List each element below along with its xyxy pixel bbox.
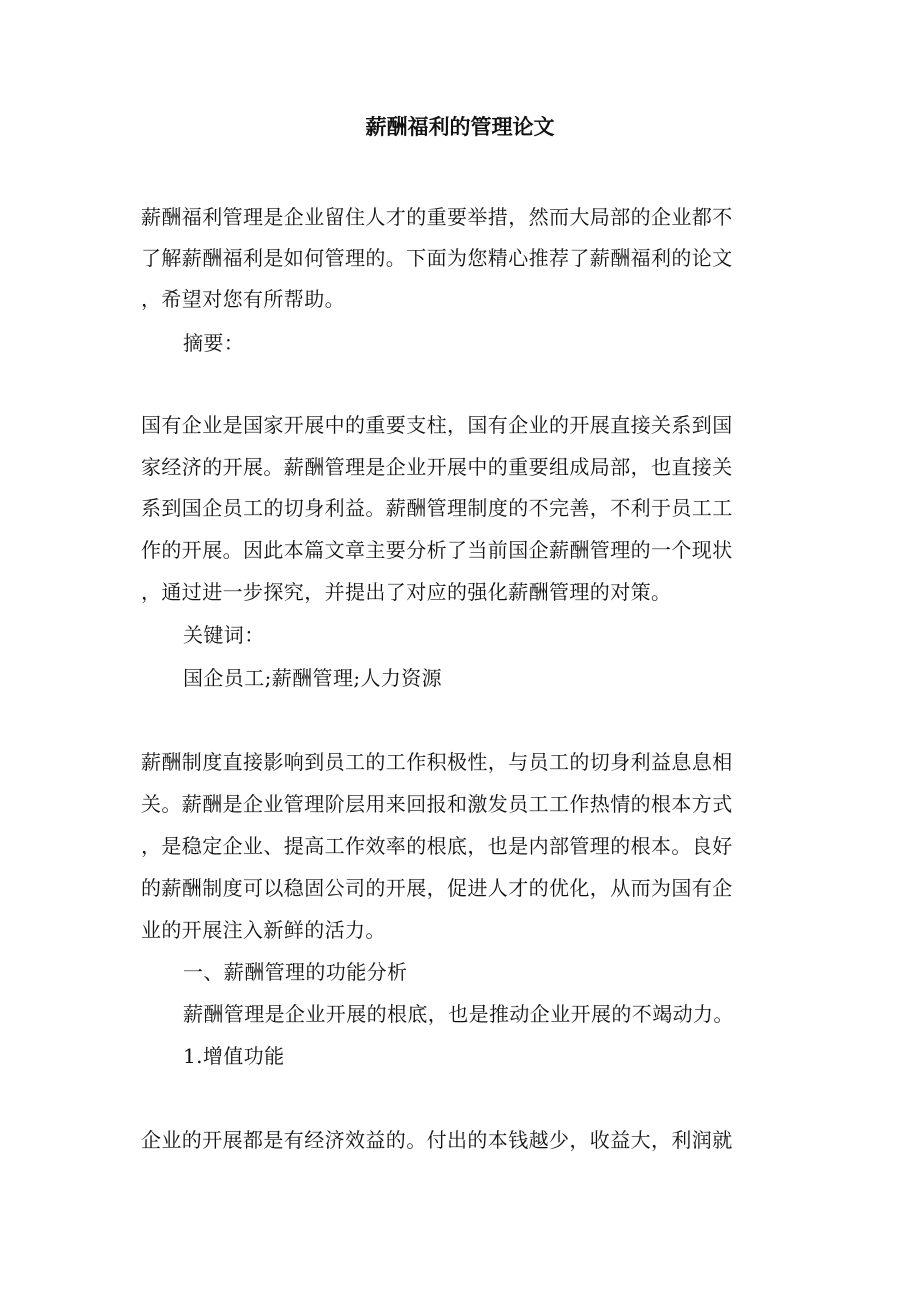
- abstract-line-1: 国有企业是国家开展中的重要支柱，国有企业的开展直接关系到国: [141, 413, 733, 437]
- body-line-2: 关。薪酬是企业管理阶层用来回报和激发员工工作热情的根本方式: [141, 792, 733, 816]
- section-summary: 薪酬管理是企业开展的根底，也是推动企业开展的不竭动力。: [183, 1002, 734, 1026]
- abstract-heading: 摘要：: [183, 331, 245, 355]
- intro-line-2: 了解薪酬福利是如何管理的。下面为您精心推荐了薪酬福利的论文: [141, 246, 733, 270]
- body-line-5: 业的开展注入新鲜的活力。: [141, 918, 386, 942]
- keywords-heading: 关键词：: [183, 623, 265, 647]
- intro-line-1: 薪酬福利管理是企业留住人才的重要举措，然而大局部的企业都不: [141, 205, 733, 229]
- document-title: 薪酬福利的管理论文: [365, 114, 555, 139]
- subsection-heading-1: 1.增值功能: [183, 1044, 285, 1068]
- abstract-line-2: 家经济的开展。薪酬管理是企业开展中的重要组成局部，也直接关: [141, 455, 733, 479]
- intro-line-3: ，希望对您有所帮助。: [141, 287, 345, 311]
- section-heading-1: 一、薪酬管理的功能分析: [183, 960, 408, 984]
- body-line-3: ，是稳定企业、提高工作效率的根底，也是内部管理的根本。良好: [141, 834, 733, 858]
- abstract-line-4: 作的开展。因此本篇文章主要分析了当前国企薪酬管理的一个现状: [141, 538, 733, 562]
- abstract-line-3: 系到国企员工的切身利益。薪酬管理制度的不完善，不利于员工工: [141, 496, 733, 520]
- body-line-1: 薪酬制度直接影响到员工的工作积极性，与员工的切身利益息息相: [141, 750, 733, 774]
- body-line-4: 的薪酬制度可以稳固公司的开展，促进人才的优化，从而为国有企: [141, 876, 733, 900]
- keywords-list: 国企员工;薪酬管理;人力资源: [183, 666, 443, 690]
- subsection-line-1: 企业的开展都是有经济效益的。付出的本钱越少，收益大，利润就: [141, 1128, 733, 1152]
- abstract-line-5: ，通过进一步探究，并提出了对应的强化薪酬管理的对策。: [141, 580, 672, 604]
